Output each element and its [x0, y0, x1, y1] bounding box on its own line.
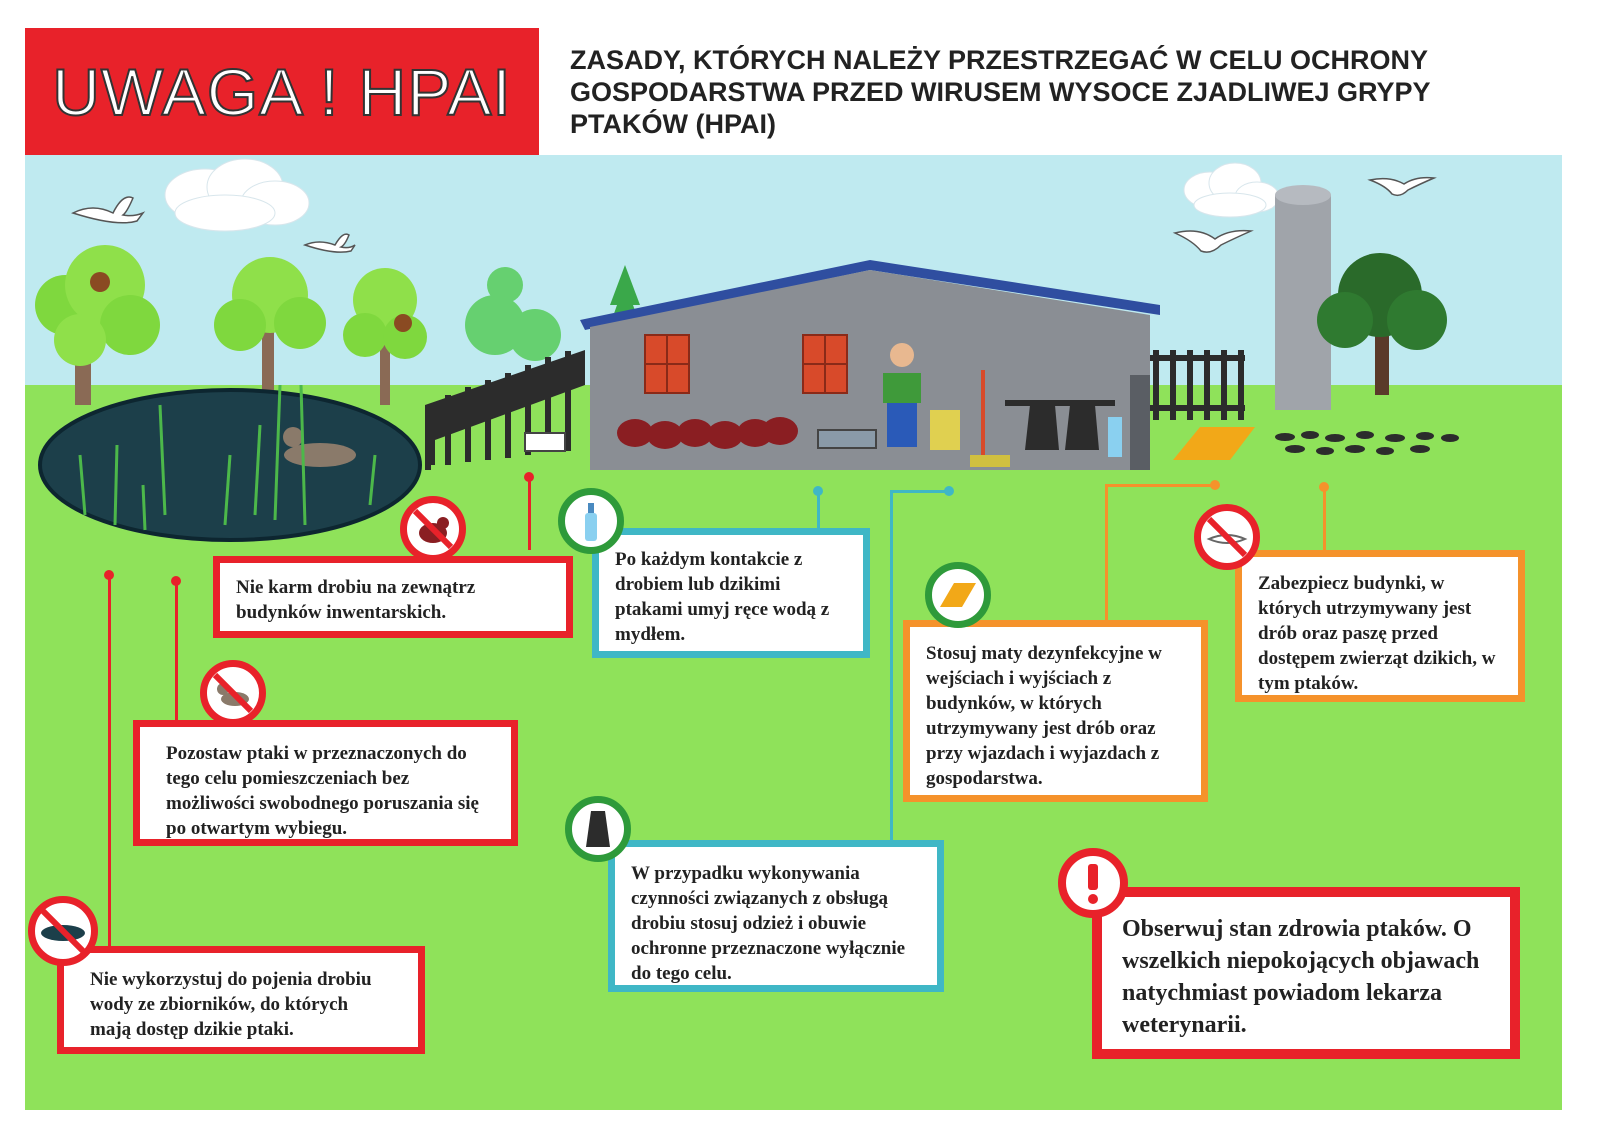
- pin-wash: [813, 486, 823, 496]
- pin-keep: [171, 576, 181, 586]
- pin-mats: [1210, 480, 1220, 490]
- rule-feed-text: Nie karm drobiu na zewnątrz budynków inwentarskich.: [236, 577, 476, 623]
- pin-clothing: [944, 486, 954, 496]
- soap-bottle-icon: [558, 488, 624, 554]
- rule-secure-box: [1235, 550, 1525, 702]
- connector-water: [108, 574, 111, 950]
- connector-clothing-h: [890, 490, 948, 493]
- rule-secure-text: Zabezpiecz budynki, w których utrzymywany jest drób oraz paszę przed dostępem zwierząt dzikich, w tym ptaków.: [1258, 573, 1496, 694]
- pin-water: [104, 570, 114, 580]
- rule-clothing-box: [608, 840, 944, 992]
- connector-clothing-v: [890, 490, 893, 842]
- headline-line-3: PTAKÓW (HPAI): [570, 109, 776, 139]
- rule-keep-text: Pozostaw ptaki w przeznaczonych do tego celu pomieszczeniach bez możliwości swobodnego poruszania się po otwartym wybiegu.: [166, 743, 479, 839]
- rule-clothing-text: W przypadku wykonywania czynności związanych z obsługą drobiu stosuj odzież i obuwie ochronne przeznaczone wyłącznie do tego celu.: [631, 863, 906, 984]
- rule-wash-text: Po każdym kontakcie z drobiem lub dzikimi ptakami umyj ręce wodą z mydłem.: [615, 549, 830, 645]
- no-water-icon: [28, 896, 98, 966]
- pin-feed: [524, 472, 534, 482]
- headline-line-2: GOSPODARSTWA PRZED WIRUSEM WYSOCE ZJADLIWEJ GRYPY: [570, 77, 1431, 107]
- banner-title: UWAGA ! HPAI: [52, 54, 512, 129]
- pin-secure: [1319, 482, 1329, 492]
- headline-line-1: ZASADY, KTÓRYCH NALEŻY PRZESTRZEGAĆ W CELU OCHRONY: [570, 45, 1429, 75]
- exclamation-icon: [1058, 848, 1128, 918]
- apron-icon: [565, 796, 631, 862]
- connector-feed: [528, 475, 531, 550]
- disinfection-mat-icon: [925, 562, 991, 628]
- connector-keep: [175, 580, 178, 722]
- headline: [570, 44, 1570, 140]
- no-duck-icon: [200, 660, 266, 726]
- rule-feed-box: [213, 556, 573, 638]
- rule-observe-text: Obserwuj stan zdrowia ptaków. O wszelkich niepokojących objawach natychmiast powiadom lekarza weterynarii.: [1122, 916, 1480, 1038]
- rule-mats-box: [903, 620, 1208, 802]
- no-hen-icon: [400, 496, 466, 562]
- connector-mats-h: [1105, 484, 1215, 487]
- connector-secure: [1323, 486, 1326, 550]
- rule-observe-box: [1092, 887, 1520, 1059]
- rule-mats-text: Stosuj maty dezynfekcyjne w wejściach i wyjściach z budynków, w których utrzymywany jest drób oraz przy wjazdach i wyjazdach z gospodarstwa.: [926, 643, 1162, 789]
- rule-water-box: [57, 946, 425, 1054]
- rule-wash-box: [592, 528, 870, 658]
- no-bird-icon: [1194, 504, 1260, 570]
- rule-keep-box: [133, 720, 518, 846]
- rule-water-text: Nie wykorzystuj do pojenia drobiu wody ze zbiorników, do których mają dostęp dzikie ptaki.: [90, 969, 372, 1040]
- connector-mats-v: [1105, 484, 1108, 622]
